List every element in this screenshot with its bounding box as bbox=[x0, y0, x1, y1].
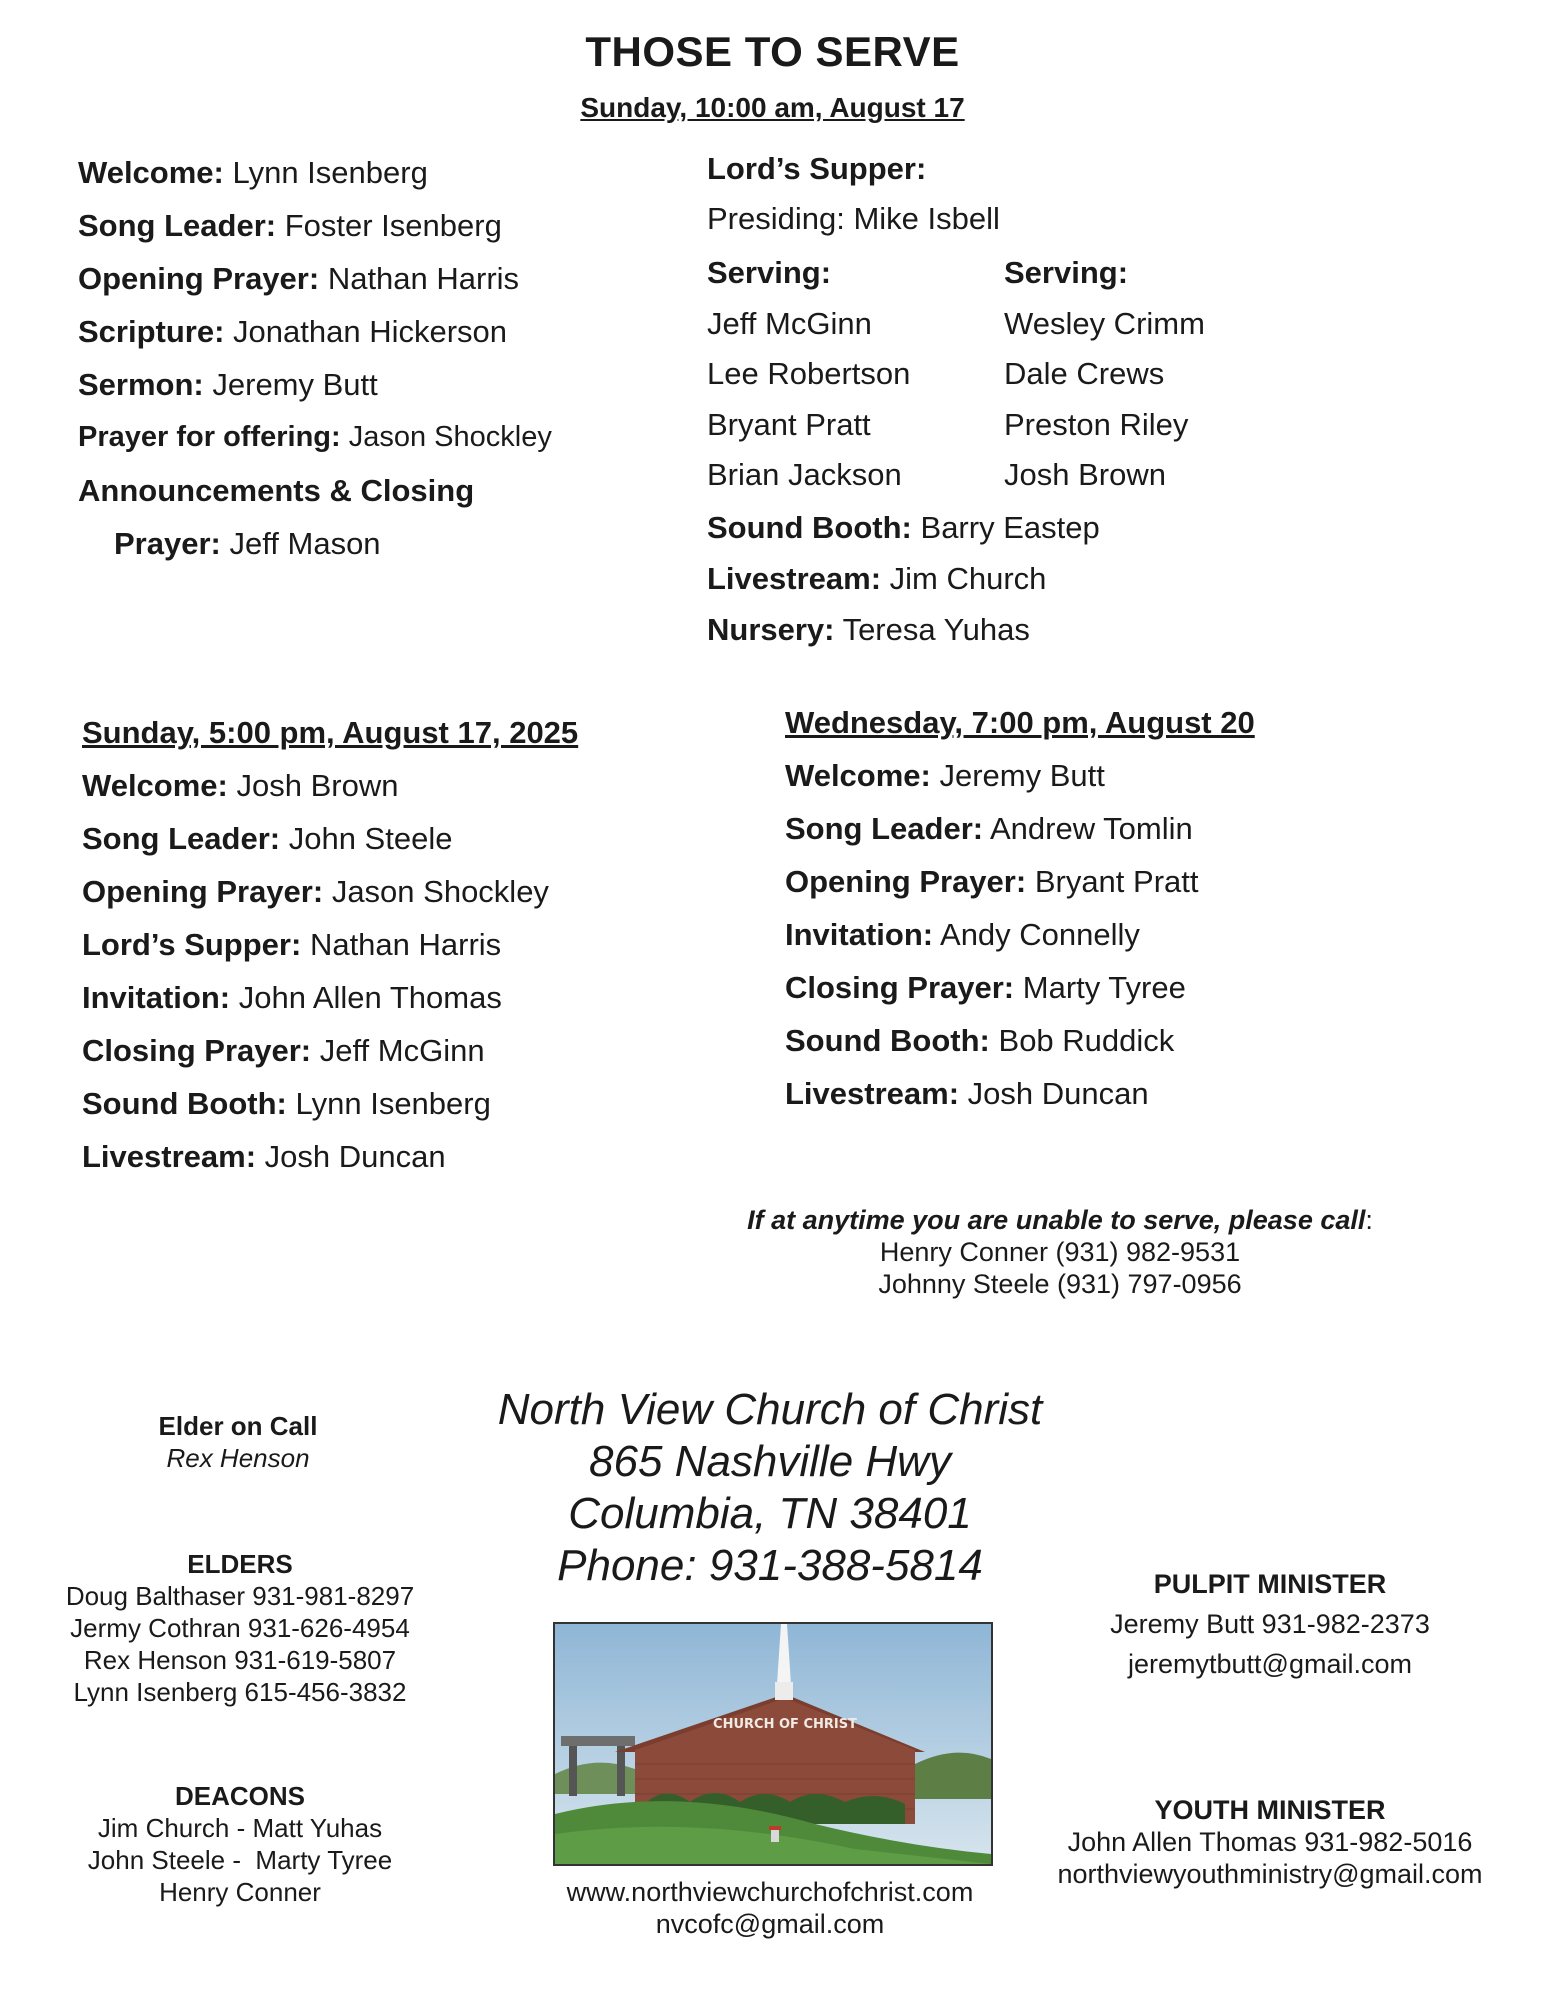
role-name: Josh Duncan bbox=[264, 1139, 446, 1174]
wednesday-row bbox=[785, 961, 1255, 1014]
elder-on-call-heading: Elder on Call bbox=[158, 1411, 318, 1441]
role-label: Sound Booth: bbox=[707, 510, 912, 545]
role-label: Closing Prayer: bbox=[82, 1033, 312, 1068]
church-name: North View Church of Christ bbox=[497, 1385, 1043, 1434]
sunday-pm-row bbox=[82, 918, 578, 971]
role-label: Lord’s Supper: bbox=[82, 927, 302, 962]
sunday-am-row bbox=[78, 199, 552, 252]
role-label: Opening Prayer: bbox=[785, 864, 1027, 899]
role-label: Opening Prayer: bbox=[82, 874, 324, 909]
sunday-pm-row bbox=[82, 1024, 578, 1077]
youth-phone: John Allen Thomas 931-982-5016 bbox=[1067, 1827, 1473, 1857]
sunday-pm-section bbox=[82, 706, 578, 1183]
church-email[interactable]: nvcofc@gmail.com bbox=[655, 1909, 885, 1939]
role-name: Jonathan Hickerson bbox=[233, 314, 508, 349]
elders-list bbox=[40, 1548, 440, 1708]
role-name: Josh Brown bbox=[236, 768, 399, 803]
pulpit-heading: PULPIT MINISTER bbox=[1153, 1569, 1387, 1599]
role-name: Jeff Mason bbox=[229, 526, 381, 561]
pulpit-email[interactable]: jeremytbutt@gmail.com bbox=[1128, 1649, 1412, 1679]
server-name: Wesley Crimm bbox=[1004, 305, 1205, 341]
role-name: Jeremy Butt bbox=[939, 758, 1105, 793]
role-name: Nathan Harris bbox=[327, 261, 520, 296]
sunday-am-row bbox=[78, 146, 552, 199]
deacons-list bbox=[40, 1780, 440, 1908]
sunday-pm-row bbox=[82, 759, 578, 812]
role-name: Marty Tyree bbox=[1022, 970, 1186, 1005]
wednesday-section bbox=[785, 696, 1255, 1120]
unable-note-text: If at anytime you are unable to serve, please call bbox=[747, 1205, 1366, 1235]
announcements-label: Announcements & Closing bbox=[78, 473, 475, 508]
role-name: Jason Shockley bbox=[348, 421, 552, 453]
role-name: John Steele bbox=[288, 821, 453, 856]
role-name: Jeff McGinn bbox=[319, 1033, 485, 1068]
deacon-item: Jim Church - Matt Yuhas bbox=[97, 1813, 383, 1843]
elder-on-call bbox=[88, 1410, 388, 1474]
youth-minister bbox=[1010, 1794, 1530, 1890]
church-info bbox=[470, 1384, 1070, 1592]
elder-item: Doug Balthaser 931-981-8297 bbox=[65, 1581, 415, 1611]
role-name: Jeremy Butt bbox=[212, 367, 378, 402]
role-label: Prayer: bbox=[114, 526, 221, 561]
role-label: Closing Prayer: bbox=[785, 970, 1015, 1005]
church-photo bbox=[553, 1622, 993, 1866]
role-name: John Allen Thomas bbox=[238, 980, 502, 1015]
wednesday-row bbox=[785, 908, 1255, 961]
role-label: Invitation: bbox=[82, 980, 231, 1015]
pulpit-phone: Jeremy Butt 931-982-2373 bbox=[1110, 1609, 1430, 1639]
sunday-am-row bbox=[78, 252, 552, 305]
church-phone: Phone: 931-388-5814 bbox=[557, 1541, 983, 1590]
youth-heading: YOUTH MINISTER bbox=[1154, 1795, 1386, 1825]
sunday-pm-row bbox=[82, 971, 578, 1024]
wednesday-row bbox=[785, 749, 1255, 802]
sunday-am-right-bottom bbox=[707, 502, 1100, 655]
deacons-heading: DEACONS bbox=[174, 1781, 305, 1811]
sunday-am-row bbox=[707, 502, 1100, 553]
wednesday-row bbox=[785, 1067, 1255, 1120]
role-label: Sound Booth: bbox=[82, 1086, 287, 1121]
sunday-am-row bbox=[707, 604, 1100, 655]
church-building-illustration bbox=[555, 1624, 991, 1864]
sunday-am-row bbox=[78, 517, 552, 570]
role-label: Sermon: bbox=[78, 367, 204, 402]
page-subtitle: Sunday, 10:00 am, August 17 bbox=[580, 92, 965, 123]
youth-email[interactable]: northviewyouthministry@gmail.com bbox=[1057, 1859, 1483, 1889]
sunday-pm-row bbox=[82, 1130, 578, 1183]
role-label: Sound Booth: bbox=[785, 1023, 990, 1058]
role-label: Song Leader: bbox=[785, 811, 984, 846]
lords-supper-label: Lord’s Supper: bbox=[707, 151, 927, 186]
wednesday-row bbox=[785, 802, 1255, 855]
sunday-am-row bbox=[78, 411, 552, 464]
role-label: Song Leader: bbox=[78, 208, 277, 243]
elder-item: Rex Henson 931-619-5807 bbox=[83, 1645, 397, 1675]
wednesday-row bbox=[785, 1014, 1255, 1067]
role-name: Barry Eastep bbox=[920, 510, 1100, 545]
sunday-pm-row bbox=[82, 865, 578, 918]
lords-supper-block bbox=[707, 144, 1000, 244]
deacon-item: Henry Conner bbox=[159, 1877, 321, 1907]
pulpit-minister bbox=[1060, 1564, 1480, 1684]
sunday-pm-row bbox=[82, 1077, 578, 1130]
church-contact bbox=[520, 1876, 1020, 1940]
unable-to-serve-note bbox=[590, 1204, 1530, 1300]
elder-on-call-name: Rex Henson bbox=[166, 1443, 310, 1473]
elder-item: Lynn Isenberg 615-456-3832 bbox=[73, 1677, 407, 1707]
unable-note-colon: : bbox=[1365, 1205, 1373, 1235]
server-name: Brian Jackson bbox=[707, 457, 902, 492]
role-label: Livestream: bbox=[82, 1139, 257, 1174]
role-label: Nursery: bbox=[707, 612, 835, 647]
sunday-pm-heading: Sunday, 5:00 pm, August 17, 2025 bbox=[82, 715, 579, 750]
church-sign-text: CHURCH OF CHRIST bbox=[713, 1717, 857, 1732]
role-name: Lynn Isenberg bbox=[232, 155, 428, 190]
role-label: Welcome: bbox=[785, 758, 931, 793]
server-name: Jeff McGinn bbox=[707, 305, 872, 341]
role-name: Andy Connelly bbox=[940, 917, 1140, 952]
role-label: Welcome: bbox=[78, 155, 224, 190]
page-title: THOSE TO SERVE bbox=[585, 28, 960, 75]
elders-heading: ELDERS bbox=[187, 1549, 293, 1579]
role-name: Jason Shockley bbox=[331, 874, 549, 909]
role-label: Livestream: bbox=[707, 561, 882, 596]
role-label: Prayer for offering: bbox=[78, 421, 341, 453]
serving-column-2 bbox=[1004, 248, 1205, 501]
role-label: Livestream: bbox=[785, 1076, 960, 1111]
role-name: Teresa Yuhas bbox=[842, 612, 1030, 647]
wednesday-row bbox=[785, 855, 1255, 908]
role-label: Scripture: bbox=[78, 314, 225, 349]
role-label: Invitation: bbox=[785, 917, 934, 952]
role-name: Andrew Tomlin bbox=[990, 811, 1193, 846]
server-name: Preston Riley bbox=[1004, 406, 1189, 442]
role-label: Opening Prayer: bbox=[78, 261, 320, 296]
role-name: Foster Isenberg bbox=[284, 208, 502, 243]
elder-item: Jermy Cothran 931-626-4954 bbox=[70, 1613, 410, 1643]
sunday-am-row bbox=[707, 553, 1100, 604]
server-name: Josh Brown bbox=[1004, 457, 1166, 492]
sunday-am-left bbox=[78, 146, 552, 570]
role-label: Welcome: bbox=[82, 768, 228, 803]
sunday-am-row bbox=[78, 358, 552, 411]
wednesday-heading: Wednesday, 7:00 pm, August 20 bbox=[785, 705, 1255, 740]
serving-label: Serving: bbox=[1004, 255, 1129, 290]
role-name: Jim Church bbox=[889, 561, 1047, 596]
role-name: Bryant Pratt bbox=[1034, 864, 1199, 899]
role-name: Bob Ruddick bbox=[998, 1023, 1175, 1058]
contact-line: Henry Conner (931) 982-9531 bbox=[879, 1237, 1241, 1267]
church-website[interactable]: www.northviewchurchofchrist.com bbox=[566, 1877, 974, 1907]
server-name: Bryant Pratt bbox=[707, 406, 871, 442]
deacon-item: John Steele - Marty Tyree bbox=[87, 1845, 393, 1875]
sunday-pm-row bbox=[82, 812, 578, 865]
server-name: Dale Crews bbox=[1004, 356, 1165, 391]
role-label: Song Leader: bbox=[82, 821, 281, 856]
role-name: Josh Duncan bbox=[967, 1076, 1149, 1111]
serving-label: Serving: bbox=[707, 255, 832, 290]
sunday-am-row bbox=[78, 305, 552, 358]
role-name: Nathan Harris bbox=[309, 927, 502, 962]
role-name: Lynn Isenberg bbox=[295, 1086, 491, 1121]
serving-column-1 bbox=[707, 248, 910, 501]
church-address-line1: 865 Nashville Hwy bbox=[589, 1437, 951, 1486]
contact-line: Johnny Steele (931) 797-0956 bbox=[878, 1269, 1242, 1299]
church-address-line2: Columbia, TN 38401 bbox=[568, 1489, 972, 1538]
server-name: Lee Robertson bbox=[707, 356, 911, 391]
presiding-line: Presiding: Mike Isbell bbox=[707, 201, 1000, 236]
